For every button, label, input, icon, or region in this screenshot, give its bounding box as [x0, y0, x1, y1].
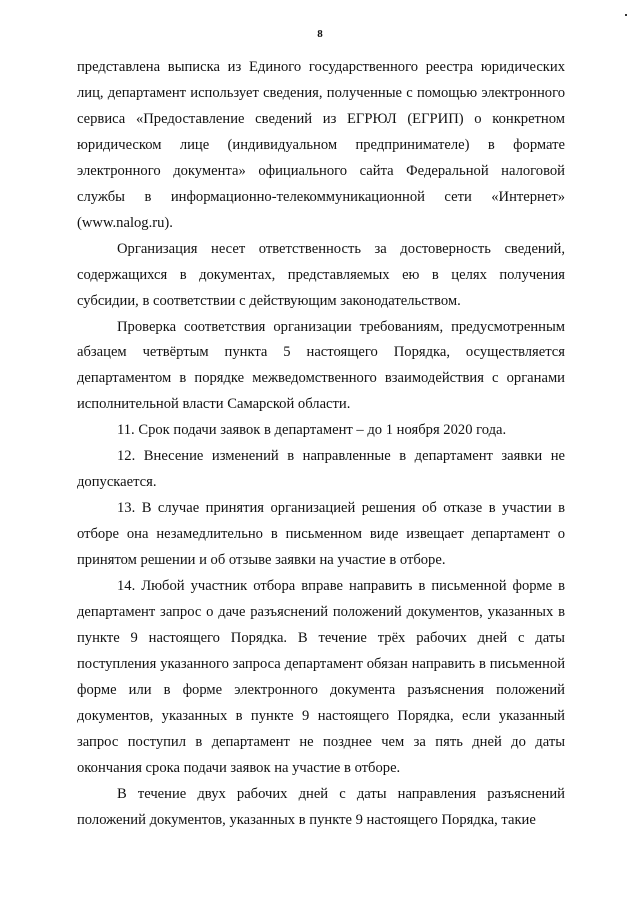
document-body: [77, 55, 565, 834]
paragraph-verification: Проверка соответствия организации требованиям, предусмотренным абзацем четвёртым пункта 5 настоящего Порядка, осуществляется департаментом в порядке межведомственного взаимодействия с органами исполнительной власти Самарской области.: [77, 318, 565, 413]
paragraph-clarifications: В течение двух рабочих дней с даты направления разъяснений положений документов, указанных в пункте 9 настоящего Порядка, такие: [77, 785, 565, 828]
page-number: 8: [317, 28, 323, 40]
paragraph-continuation: представлена выписка из Единого государственного реестра юридических лиц, департамент использует сведения, полученные с помощью электронного сервиса «Предоставление сведений из ЕГРЮЛ (ЕГРИП) о конкретном юридическом лице (индивидуальном предпринимателе) в формате электронного документа» официального сайта Федеральной налоговой службы в информационно-телекоммуникационной сети «Интернет» (www.nalog.ru).: [77, 59, 565, 231]
scan-speck: [625, 14, 627, 16]
paragraph-item-13: 13. В случае принятия организацией решения об отказе в участии в отборе она незамедлительно в письменном виде извещает департамент о принятом решении и об отзыве заявки на участие в отборе.: [77, 500, 565, 569]
paragraph-item-12: 12. Внесение изменений в направленные в департамент заявки не допускается.: [77, 448, 565, 491]
paragraph-item-14: 14. Любой участник отбора вправе направить в письменной форме в департамент запрос о даче разъяснений положений документов, указанных в пункте 9 настоящего Порядка. В течение трёх рабочих дней с даты поступления указанного запроса департамент обязан направить в письменной форме или в форме электронного документа разъяснения положений документов, указанных в пункте 9 настоящего Порядка, если указанный запрос поступил в департамент не позднее чем за пять дней до даты окончания срока подачи заявок на участие в отборе.: [77, 578, 565, 776]
paragraph-responsibility: Организация несет ответственность за достоверность сведений, содержащихся в документах, представляемых ею в целях получения субсидии, в соответствии с действующим законодательством.: [77, 240, 565, 309]
paragraph-item-11: 11. Срок подачи заявок в департамент – до 1 ноября 2020 года.: [117, 422, 507, 439]
